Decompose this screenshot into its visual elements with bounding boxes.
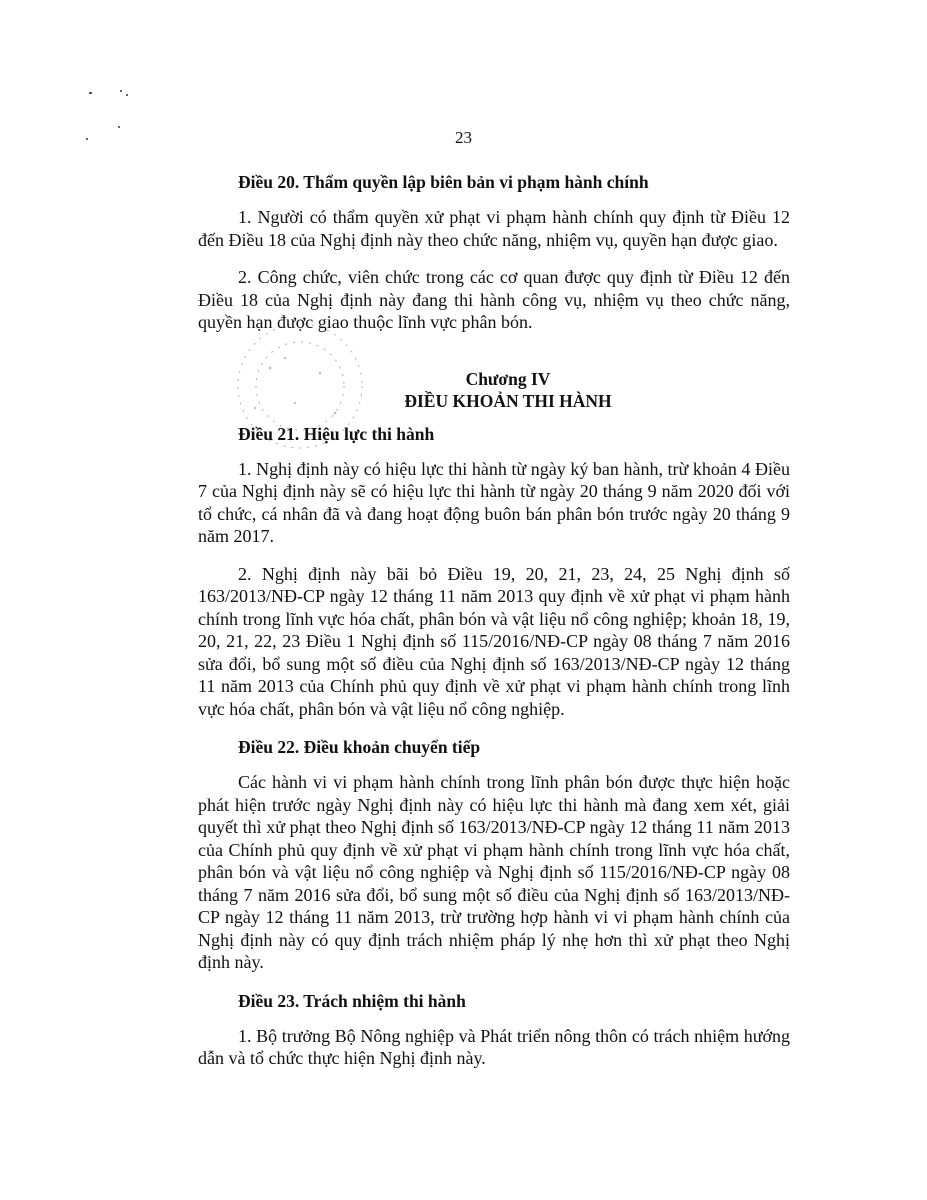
article-paragraph: 1. Người có thẩm quyền xử phạt vi phạm hành chính quy định từ Điều 12 đến Điều 18 của Nghị định này theo chức năng, nhiệm vụ, quyền hạn được giao.: [198, 207, 790, 250]
article-paragraph: Các hành vi vi phạm hành chính trong lĩnh phân bón được thực hiện hoặc phát hiện trước ngày Nghị định này có hiệu lực thi hành mà đang xem xét, giải quyết thì xử phạt theo Nghị định số 163/2013/NĐ-CP ngày 12 tháng 11 năm 2013 của Chính phủ quy định về xử phạt vi phạm hành chính trong lĩnh vực hóa chất, phân bón và vật liệu nổ công nghiệp và Nghị định số 115/2016/NĐ-CP ngày 08 tháng 7 năm 2016 sửa đổi, bổ sung một số điều của Nghị định số 163/2013/NĐ-CP ngày 12 tháng 11 năm 2013, trừ trường hợp hành vi vi phạm hành chính của Nghị định này có quy định trách nhiệm pháp lý nhẹ hơn thì xử phạt theo Nghị định này.: [198, 772, 790, 972]
page-number: 23: [455, 128, 472, 147]
scan-speck: [89, 92, 92, 94]
article-23: [198, 989, 790, 1070]
article-heading: Điều 20. Thẩm quyền lập biên bản vi phạm hành chính: [238, 172, 649, 192]
article-paragraph: 2. Nghị định này bãi bỏ Điều 19, 20, 21, 23, 24, 25 Nghị định số 163/2013/NĐ-CP ngày 12 tháng 11 năm 2013 quy định về xử phạt vi phạm hành chính trong lĩnh vực hóa chất, phân bón và vật liệu nổ công nghiệp; khoản 18, 19, 20, 21, 22, 23 Điều 1 Nghị định số 115/2016/NĐ-CP ngày 08 tháng 7 năm 2016 sửa đổi, bổ sung một số điều của Nghị định số 163/2013/NĐ-CP ngày 12 tháng 11 năm 2013 của Chính phủ quy định về xử phạt vi phạm hành chính trong lĩnh vực hóa chất, phân bón và vật liệu nổ công nghiệp.: [198, 563, 790, 719]
document-body: [198, 170, 790, 1085]
article-paragraph: 1. Nghị định này có hiệu lực thi hành từ ngày ký ban hành, trừ khoản 4 Điều 7 của Nghị định này sẽ có hiệu lực thi hành từ ngày 20 tháng 9 năm 2020 đối với tổ chức, cá nhân đã và đang hoạt động buôn bán phân bón trước ngày 20 tháng 9 năm 2017.: [198, 458, 790, 546]
article-heading: Điều 22. Điều khoản chuyển tiếp: [238, 737, 481, 757]
scan-speck: [120, 90, 122, 92]
article-22: [198, 735, 790, 974]
chapter-heading: [338, 368, 678, 412]
article-paragraph: 1. Bộ trưởng Bộ Nông nghiệp và Phát triển nông thôn có trách nhiệm hướng dẫn và tổ chức thực hiện Nghị định này.: [198, 1025, 790, 1068]
article-21: [198, 422, 790, 721]
chapter-number: Chương IV: [465, 368, 551, 389]
scan-speck: [126, 94, 128, 96]
article-heading: Điều 21. Hiệu lực thi hành: [238, 423, 435, 444]
article-heading: Điều 23. Trách nhiệm thi hành: [238, 990, 466, 1011]
article-paragraph: 2. Công chức, viên chức trong các cơ quan được quy định từ Điều 12 đến Điều 18 của Nghị định này đang thi hành công vụ, nhiệm vụ theo chức năng, quyền hạn được giao thuộc lĩnh vực phân bón.: [198, 267, 790, 332]
scan-specks: [80, 80, 160, 160]
chapter-title: ĐIỀU KHOẢN THI HÀNH: [404, 390, 612, 411]
article-20: [198, 170, 790, 334]
